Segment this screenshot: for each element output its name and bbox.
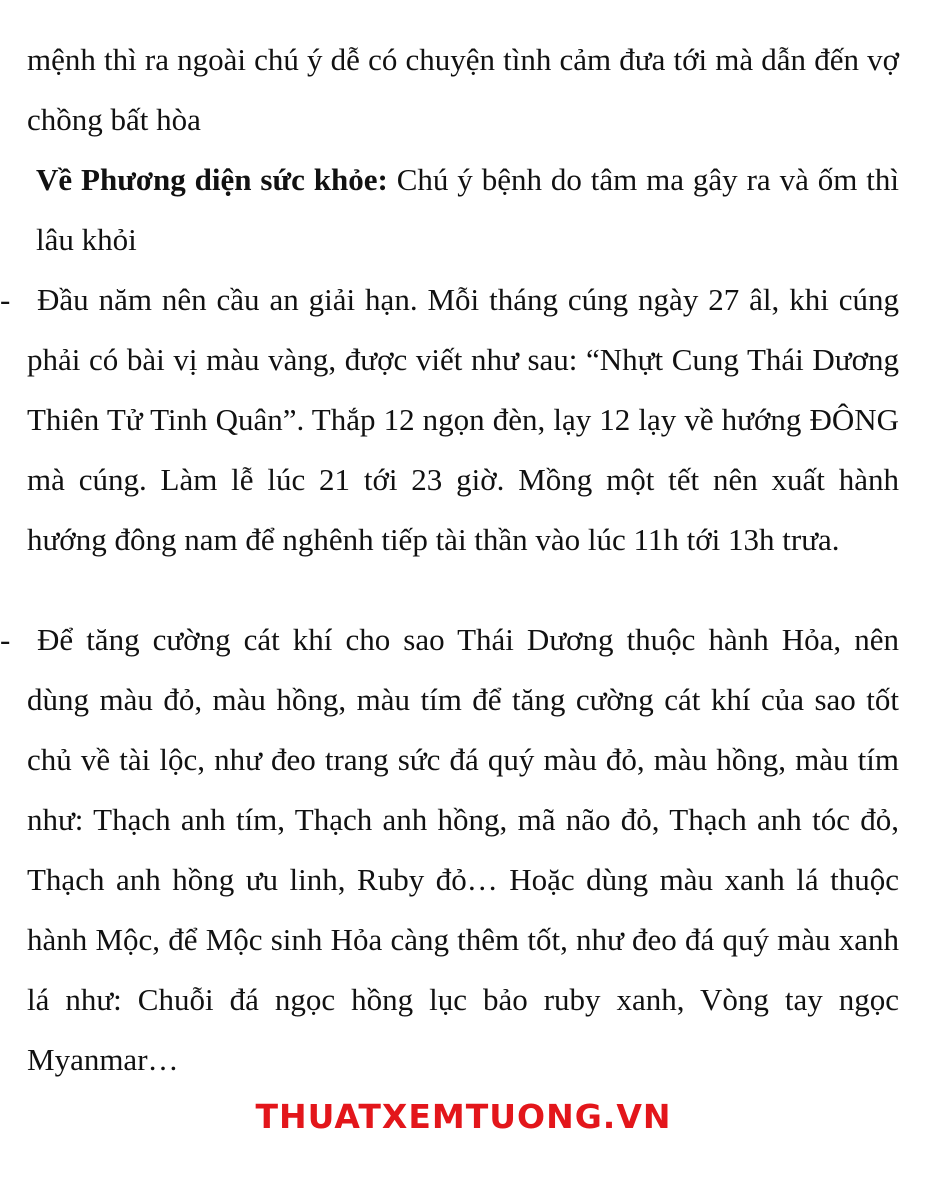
bullet-marker-2: - <box>0 622 11 657</box>
health-body: Chú ý bệnh do tâm ma gây ra và ốm thì lâu khỏi <box>36 162 899 257</box>
bullet-item-prayer <box>27 270 899 570</box>
bullet-marker-1: - <box>0 282 11 317</box>
bullet-text-1: Đầu năm nên cầu an giải hạn. Mỗi tháng cúng ngày 27 âl, khi cúng phải có bài vị màu vàng, được viết như sau: “Nhựt Cung Thái Dương Thiên Tử Tinh Quân”. Thắp 12 ngọn đèn, lạy 12 lạy về hướng ĐÔNG mà cúng. Làm lễ lúc 21 tới 23 giờ. Mồng một tết nên xuất hành hướng đông nam để nghênh tiếp tài thần vào lúc 11h tới 13h trưa. <box>27 282 899 557</box>
paragraph-continuation: mệnh thì ra ngoài chú ý dễ có chuyện tình cảm đưa tới mà dẫn đến vợ chồng bất hòa <box>27 42 899 137</box>
health-heading: Về Phương diện sức khỏe: <box>36 162 388 197</box>
paragraph-health <box>36 150 899 270</box>
site-watermark: THUATXEMTUONG.VN <box>255 1097 672 1136</box>
bullet-item-colors <box>27 610 899 1090</box>
bullet-text-2: Để tăng cường cát khí cho sao Thái Dương thuộc hành Hỏa, nên dùng màu đỏ, màu hồng, màu tím để tăng cường cát khí của sao tốt chủ về tài lộc, như đeo trang sức đá quý màu đỏ, màu hồng, màu tím như: Thạch anh tím, Thạch anh hồng, mã não đỏ, Thạch anh tóc đỏ, Thạch anh hồng ưu linh, Ruby đỏ… Hoặc dùng màu xanh lá thuộc hành Mộc, để Mộc sinh Hỏa càng thêm tốt, như đeo đá quý màu xanh lá như: Chuỗi đá ngọc hồng lục bảo ruby xanh, Vòng tay ngọc Myanmar… <box>27 622 899 1077</box>
